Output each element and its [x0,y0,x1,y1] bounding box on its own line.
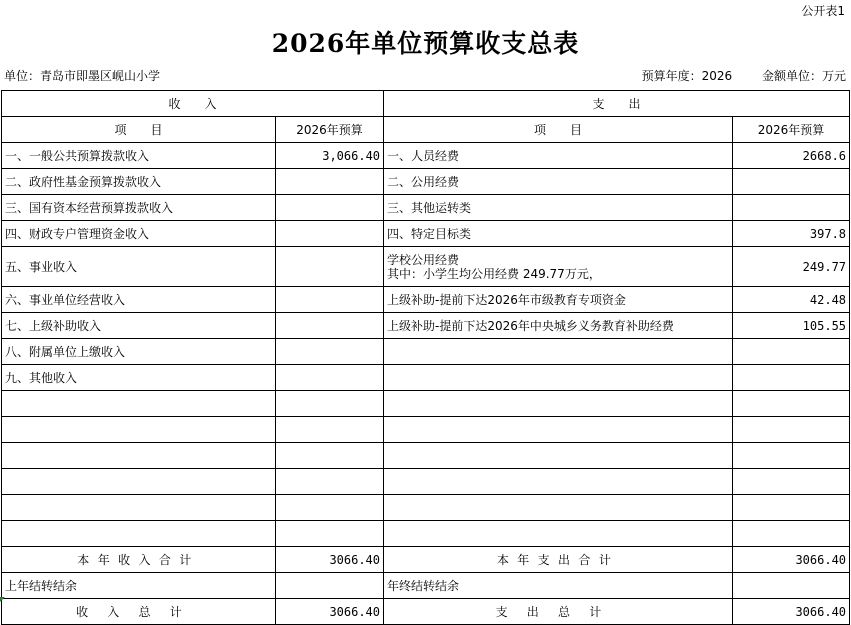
expense-budget-column-header: 2026年预算 [733,117,850,143]
expense-item [384,339,733,365]
page-title: 2026年单位预算收支总表 [271,29,580,58]
empty-row [2,417,850,443]
cell-comment-marker [0,597,5,602]
empty-cell [276,443,384,469]
total-expense-value: 3066.40 [733,547,850,573]
empty-row [2,443,850,469]
empty-cell [384,417,733,443]
income-value [276,339,384,365]
empty-cell [733,469,850,495]
income-item: 三、国有资本经营预算拨款收入 [2,195,276,221]
income-value [276,287,384,313]
table-row [2,313,850,339]
income-item: 二、政府性基金预算拨款收入 [2,169,276,195]
income-value: 3,066.40 [276,143,384,169]
table-row [2,221,850,247]
expense-item: 一、人员经费 [384,143,733,169]
expense-value [733,195,850,221]
expense-value [733,365,850,391]
expense-item [384,365,733,391]
table-row [2,339,850,365]
expense-item-line-1: 学校公用经费 [387,252,460,267]
empty-cell [733,521,850,547]
income-value [276,365,384,391]
carryover-row [2,573,850,599]
empty-cell [733,495,850,521]
empty-cell [276,521,384,547]
grand-income-value: 3066.40 [276,599,384,625]
empty-cell [384,521,733,547]
empty-cell [384,495,733,521]
budget-table [1,90,850,625]
total-income-label: 本年收入合计 [2,547,276,573]
empty-cell [733,391,850,417]
empty-cell [2,521,276,547]
empty-cell [384,469,733,495]
empty-cell [733,417,850,443]
carry-out-value [733,573,850,599]
income-item-column-header: 项 目 [2,117,276,143]
expense-value [733,169,850,195]
grand-total-row [2,599,850,625]
expense-item-column-header: 项 目 [384,117,733,143]
amount-unit: 金额单位：万元 [761,69,846,83]
income-value [276,313,384,339]
expense-item: 二、公用经费 [384,169,733,195]
expense-section-header: 支 出 [384,91,850,117]
income-item: 一、一般公共预算拨款收入 [2,143,276,169]
empty-cell [2,469,276,495]
income-item: 八、附属单位上缴收入 [2,339,276,365]
expense-item [384,247,733,287]
income-value [276,247,384,287]
empty-row [2,469,850,495]
expense-item: 上级补助-提前下达2026年市级教育专项资金 [384,287,733,313]
income-item: 七、上级补助收入 [2,313,276,339]
empty-cell [384,391,733,417]
carry-out-label: 年终结转结余 [384,573,733,599]
income-value [276,221,384,247]
total-expense-label: 本年支出合计 [384,547,733,573]
empty-cell [733,443,850,469]
income-budget-column-header: 2026年预算 [276,117,384,143]
empty-cell [2,495,276,521]
income-section-header: 收 入 [2,91,384,117]
grand-income-label: 收入总计 [2,599,276,625]
empty-row [2,495,850,521]
expense-value: 397.8 [733,221,850,247]
table-row [2,195,850,221]
total-income-value: 3066.40 [276,547,384,573]
empty-cell [2,417,276,443]
expense-item: 三、其他运转类 [384,195,733,221]
empty-cell [276,417,384,443]
expense-item: 四、特定目标类 [384,221,733,247]
income-value [276,169,384,195]
expense-value: 2668.6 [733,143,850,169]
income-item: 五、事业收入 [2,247,276,287]
empty-cell [276,391,384,417]
table-row [2,143,850,169]
expense-item-line-2: 其中：小学生均公用经费 249.77万元， [387,266,601,281]
table-row [2,247,850,287]
expense-value: 249.77 [733,247,850,287]
carry-in-label: 上年结转结余 [2,573,276,599]
table-row [2,365,850,391]
grand-expense-value: 3066.40 [733,599,850,625]
empty-cell [384,443,733,469]
table-row [2,169,850,195]
empty-cell [2,443,276,469]
unit-name: 单位：青岛市即墨区岘山小学 [4,69,161,83]
expense-value [733,339,850,365]
carry-in-value [276,573,384,599]
empty-row [2,521,850,547]
income-value [276,195,384,221]
form-number: 公开表1 [801,4,845,18]
income-item: 四、财政专户管理资金收入 [2,221,276,247]
empty-cell [2,391,276,417]
expense-item: 上级补助-提前下达2026年中央城乡义务教育补助经费 [384,313,733,339]
empty-cell [276,495,384,521]
budget-year: 预算年度：2026 [641,69,733,83]
empty-cell [276,469,384,495]
total-row [2,547,850,573]
expense-value: 42.48 [733,287,850,313]
table-row [2,287,850,313]
report-meta [642,67,846,84]
empty-row [2,391,850,417]
grand-expense-label: 支出总计 [384,599,733,625]
expense-value: 105.55 [733,313,850,339]
income-item: 九、其他收入 [2,365,276,391]
income-item: 六、事业单位经营收入 [2,287,276,313]
